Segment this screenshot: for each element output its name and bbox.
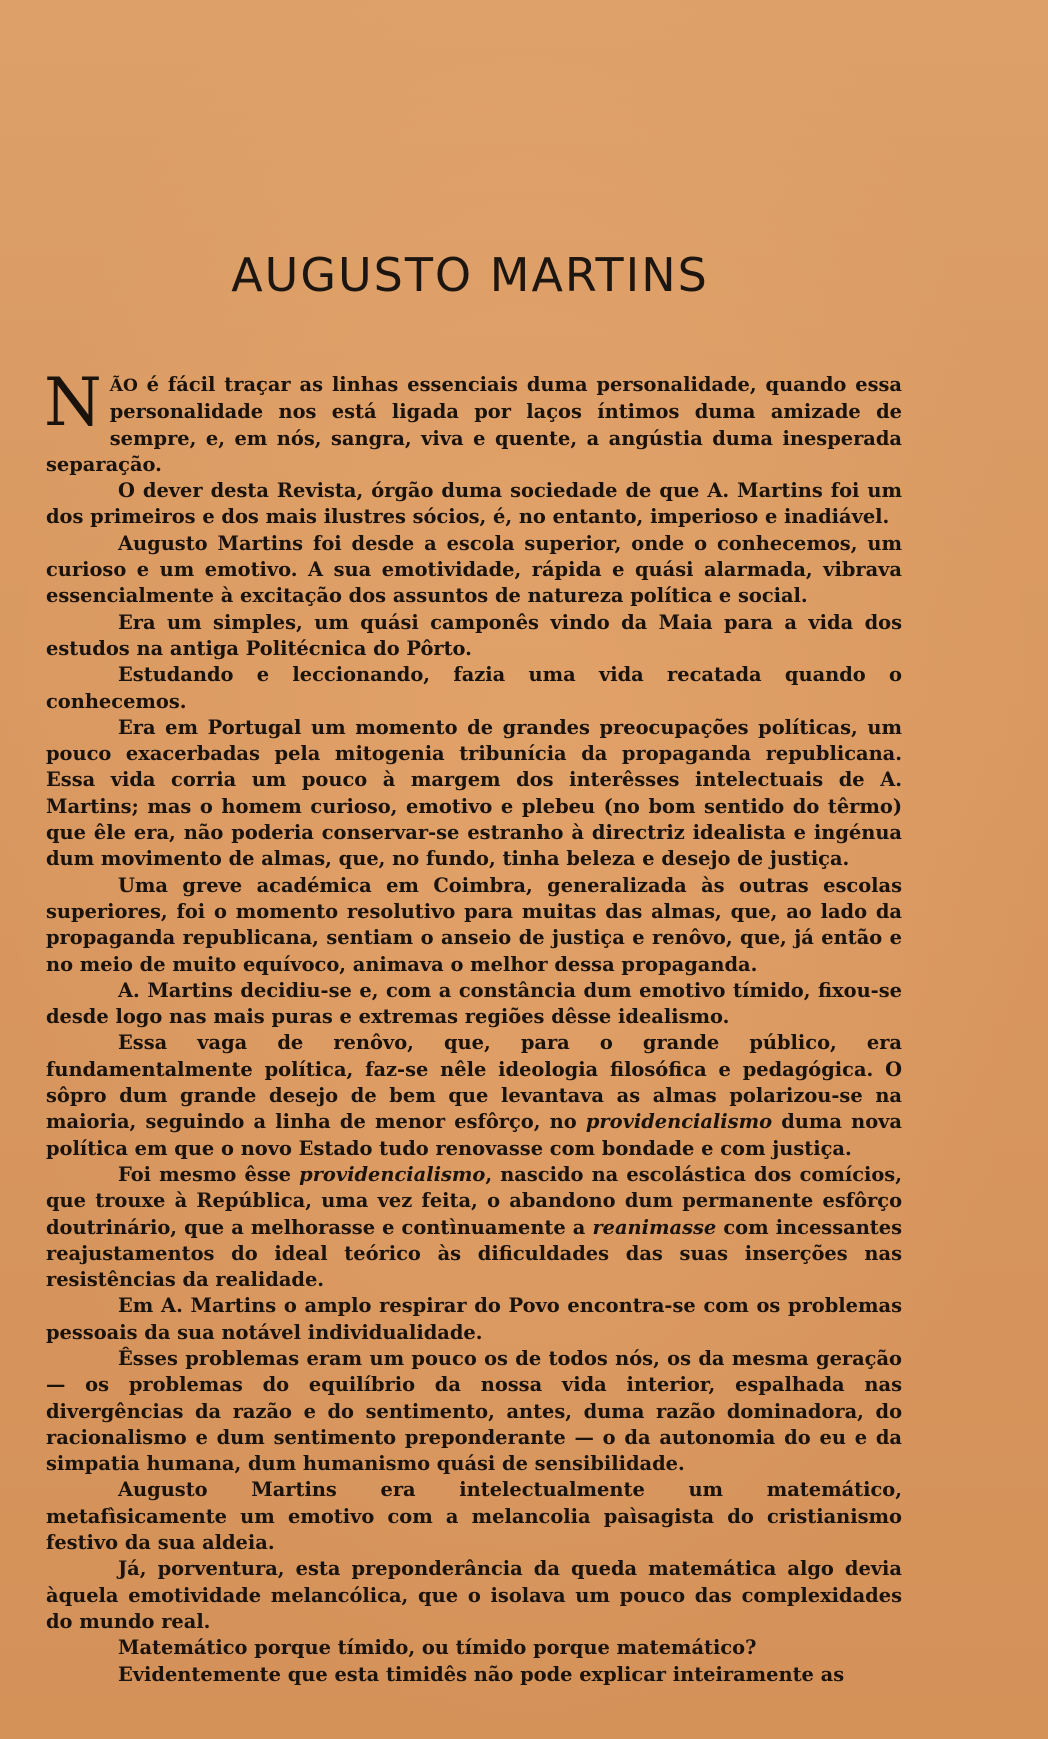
paragraph: Matemático porque tímido, ou tímido porque matemático? xyxy=(118,1636,757,1660)
paragraph-text: Foi mesmo êsse xyxy=(118,1162,300,1186)
opening-text: é fácil traçar as linhas essenciais duma personalidade, quando essa personalidade nos está ligada por laços íntimos duma amizade de sempre, e, em nós, sangra, viva e quente, a angústia duma inesperada separação. xyxy=(46,373,902,476)
paragraph: Já, porventura, esta preponderância da queda matemática algo devia àquela emotividade melancólica, que o isolava um pouco das complexidades do mundo real. xyxy=(46,1557,902,1633)
italic-term: providencialismo xyxy=(299,1162,486,1186)
paragraph-text: Essa vaga de renôvo, que, para o grande público, era fundamentalmente política, faz-se nêle ideologia filosófica e pedagógica. O sôpro dum grande desejo de bem que levantava as almas polarizou-se na maioria, seguindo a linha de menor esfôrço, no xyxy=(46,1031,902,1134)
paragraph-text: , nascido na escolástica dos comícios, que trouxe à República, uma vez feita, o abandono dum permanente esfôrço doutrinário, que a melhorasse e contìnuamente a xyxy=(46,1162,902,1239)
paragraph: Uma greve académica em Coimbra, generalizada às outras escolas superiores, foi o momento resolutivo para muitas das almas, que, ao lado da propaganda republicana, sentiam o anseio de justiça e renôvo, que, já então e no meio de muito equívoco, animava o melhor dessa propaganda. xyxy=(46,873,902,976)
paragraph: Êsses problemas eram um pouco os de todos nós, os da mesma geração — os problemas do equilíbrio da nossa vida interior, espalhada nas divergências da razão e do sentimento, antes, duma razão dominadora, do racionalismo e dum sentimento preponderante — o da autonomia do eu e da simpatia humana, dum humanismo quási de sensibilidade. xyxy=(46,1346,902,1476)
italic-term: reanimasse xyxy=(592,1215,717,1239)
paragraph xyxy=(46,1030,902,1161)
article-body xyxy=(44,364,903,1688)
article-title: AUGUSTO MARTINS xyxy=(231,248,709,302)
italic-term: providencialismo xyxy=(585,1110,773,1134)
paragraph: Em A. Martins o amplo respirar do Povo encontra-se com os problemas pessoais da sua notável individualidade. xyxy=(46,1294,902,1344)
paragraph: Evidentemente que esta timidês não pode explicar inteiramente as xyxy=(118,1662,845,1686)
paragraph: Era em Portugal um momento de grandes preocupações políticas, um pouco exacerbadas pela mitogenia tribunícia da propaganda republicana. Essa vida corria um pouco à margem dos interêsses intelectuais de A. Martins; mas o homem curioso, emotivo e plebeu (no bom sentido do têrmo) que êle era, não poderia conservar-se estranho à directriz idealista e ingénua dum movimento de almas, que, no fundo, tinha beleza e desejo de justiça. xyxy=(46,715,902,871)
paragraph: O dever desta Revista, órgão duma sociedade de que A. Martins foi um dos primeiros e dos mais ilustres sócios, é, no entanto, imperioso e inadiável. xyxy=(46,479,902,529)
paragraph-text: duma nova política em que o novo Estado tudo renovasse com bondade e com justiça. xyxy=(46,1110,902,1160)
paragraph: Augusto Martins foi desde a escola superior, onde o conhecemos, um curioso e um emotivo. A sua emotividade, rápida e quási alarmada, vibrava essencialmente à excitação dos assuntos de natureza política e social. xyxy=(46,531,902,608)
paragraph: A. Martins decidiu-se e, com a constância dum emotivo tímido, fixou-se desde logo nas mais puras e extremas regiões dêsse idealismo. xyxy=(46,978,902,1029)
drop-cap-letter: N xyxy=(44,364,102,441)
paragraph: Era um simples, um quási camponês vindo da Maia para a vida dos estudos na antiga Politécnica do Pôrto. xyxy=(46,610,902,660)
paragraph xyxy=(46,1162,902,1293)
paragraph: Estudando e leccionando, fazia uma vida recatada quando o conhecemos. xyxy=(46,663,902,713)
paragraph: Augusto Martins era intelectualmente um matemático, metafìsicamente um emotivo com a melancolia paìsagista do cristianismo festivo da sua aldeia. xyxy=(46,1478,902,1555)
paragraph-text: com incessantes reajustamentos do ideal teórico às dificuldades das suas inserções nas resistências da realidade. xyxy=(46,1215,903,1292)
opening-caps: ÃO xyxy=(109,376,138,396)
opening-paragraph xyxy=(44,364,902,478)
